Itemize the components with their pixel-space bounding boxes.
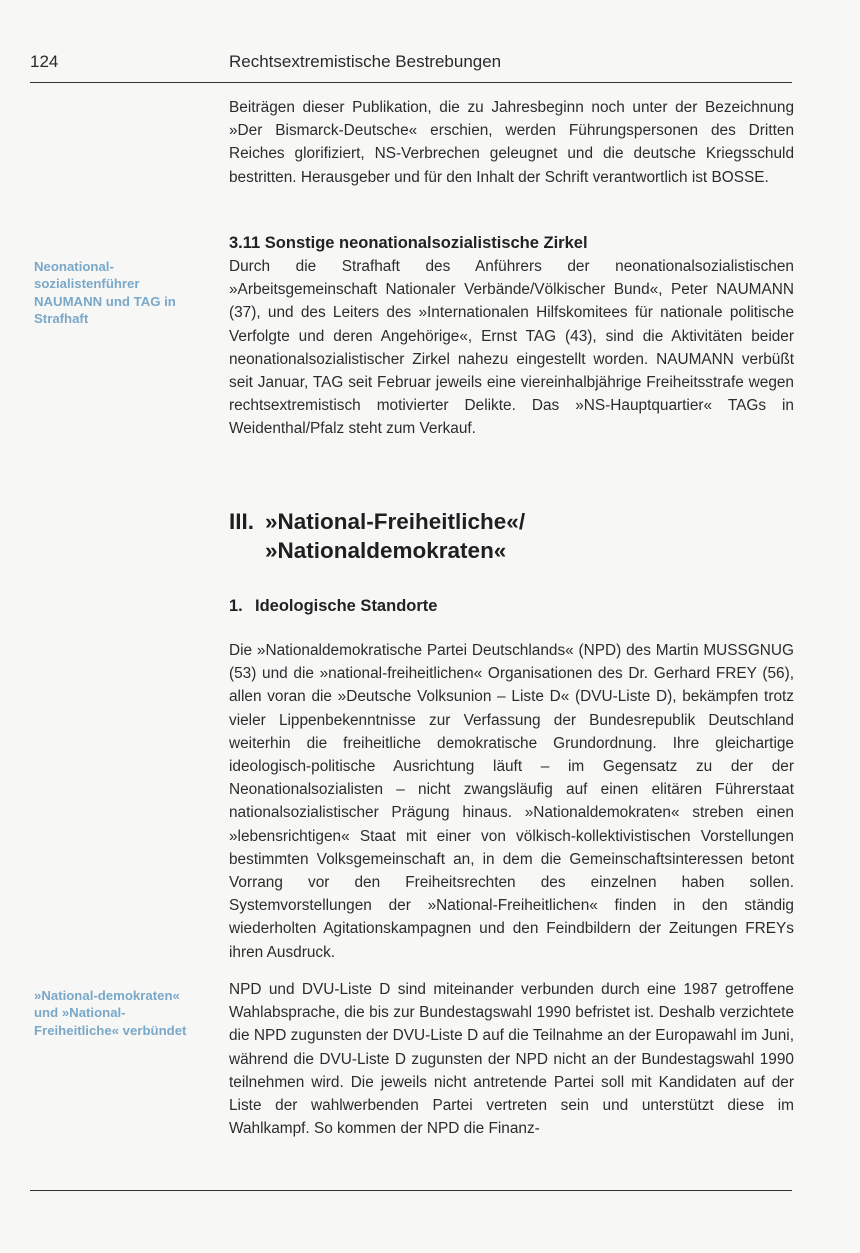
header-rule [30, 82, 792, 83]
intro-paragraph: Beiträgen dieser Publikation, die zu Jahresbeginn noch unter der Bezeichnung »Der Bismarck-Deutsche« erschien, werden Führungspersonen des Dritten Reiches glorifiziert, NS-Verbrechen geleugnet und die deutsche Kriegsschuld bestritten. Herausgeber und für den Inhalt der Schrift verantwortlich ist BOSSE. [229, 99, 794, 186]
chapter-title-line1: »National-Freiheitliche«/ [265, 509, 526, 534]
section-3-11-heading: 3.11 Sonstige neonationalsozialistische Zirkel [229, 234, 588, 252]
chapter-roman: III. [229, 509, 255, 534]
page-number: 124 [30, 52, 59, 71]
section-3-11-text: Durch die Strafhaft des Anführers der neonationalsozialistischen »Arbeitsgemeinschaft Nationaler Verbände/Völkischer Bund«, Peter NAUMANN (37), und des Leiters des »Internationalen Hilfskomitees für nationale politische Verfolgte und deren Angehörige«, Ernst TAG (43), sind die Aktivitäten beider neonationalsozialistischer Zirkel nahezu eingestellt worden. NAUMANN verbüßt seit Januar, TAG seit Februar jeweils eine viereinhalbjährige Freiheitsstrafe wegen rechtsextremistisch motivierter Delikte. Das »NS-Hauptquartier« TAGs in Weidenthal/Pfalz steht zum Verkauf. [229, 258, 794, 438]
margin-note-strafhaft: Neonational-sozialistenführer NAUMANN und TAG in Strafhaft [34, 259, 176, 327]
section-1-title: Ideologische Standorte [255, 597, 438, 615]
section-1-heading [229, 597, 794, 616]
page-header [30, 44, 792, 84]
section-3-11 [229, 232, 794, 441]
chapter-heading [229, 507, 794, 565]
section-1-number: 1. [229, 597, 243, 615]
running-title: Rechtsextremistische Bestrebungen [229, 52, 502, 71]
chapter-title-line2: »Nationaldemokraten« [265, 538, 507, 563]
footer-rule [30, 1190, 792, 1191]
margin-note-verbuendet: »National-demokraten« und »National-Freiheitliche« verbündet [34, 988, 187, 1038]
section-1-paragraph-2: NPD und DVU-Liste D sind miteinander verbunden durch eine 1987 getroffene Wahlabsprache, die bis zur Bundestagswahl 1990 befristet ist. Deshalb verzichtete die NPD zugunsten der DVU-Liste D auf die Teilnahme an der Europawahl im Juni, während die DVU-Liste D zugunsten der NPD nicht an der Bundestagswahl 1990 teilnehmen wird. Die jeweils nicht antretende Partei soll mit Kandidaten auf der Liste der wahlwerbenden Partei vertreten sein und unterstützt diese im Wahlkampf. So kommen der NPD die Finanz- [229, 981, 794, 1138]
section-1-paragraph-1: Die »Nationaldemokratische Partei Deutschlands« (NPD) des Martin MUSSGNUG (53) und die »national-freiheitlichen« Organisationen des Dr. Gerhard FREY (56), allen voran die »Deutsche Volksunion – Liste D« (DVU-Liste D), bekämpfen trotz vieler Lippenbekenntnisse zur Verfassung der Bundesrepublik Deutschland weiterhin die freiheitliche demokratische Grundordnung. Ihre gleichartige ideologisch-politische Ausrichtung läuft – im Gegensatz zu der der Neonationalsozialisten – nicht zwangsläufig auf einen elitären Führerstaat nationalsozialistischer Prägung hinaus. »Nationaldemokraten« streben einen »lebensrichtigen« Staat mit einer von völkisch-kollektivistischen Vorstellungen bestimmten Volksgemeinschaft an, in dem die Gemeinschaftsinteressen betont Vorrang vor den Freiheitsrechten des einzelnen haben sollen. Systemvorstellungen der »National-Freiheitlichen« finden in den ständig wiederholten Agitationskampagnen und den Feindbildern der Zeitungen FREYs ihren Ausdruck. [229, 642, 794, 961]
